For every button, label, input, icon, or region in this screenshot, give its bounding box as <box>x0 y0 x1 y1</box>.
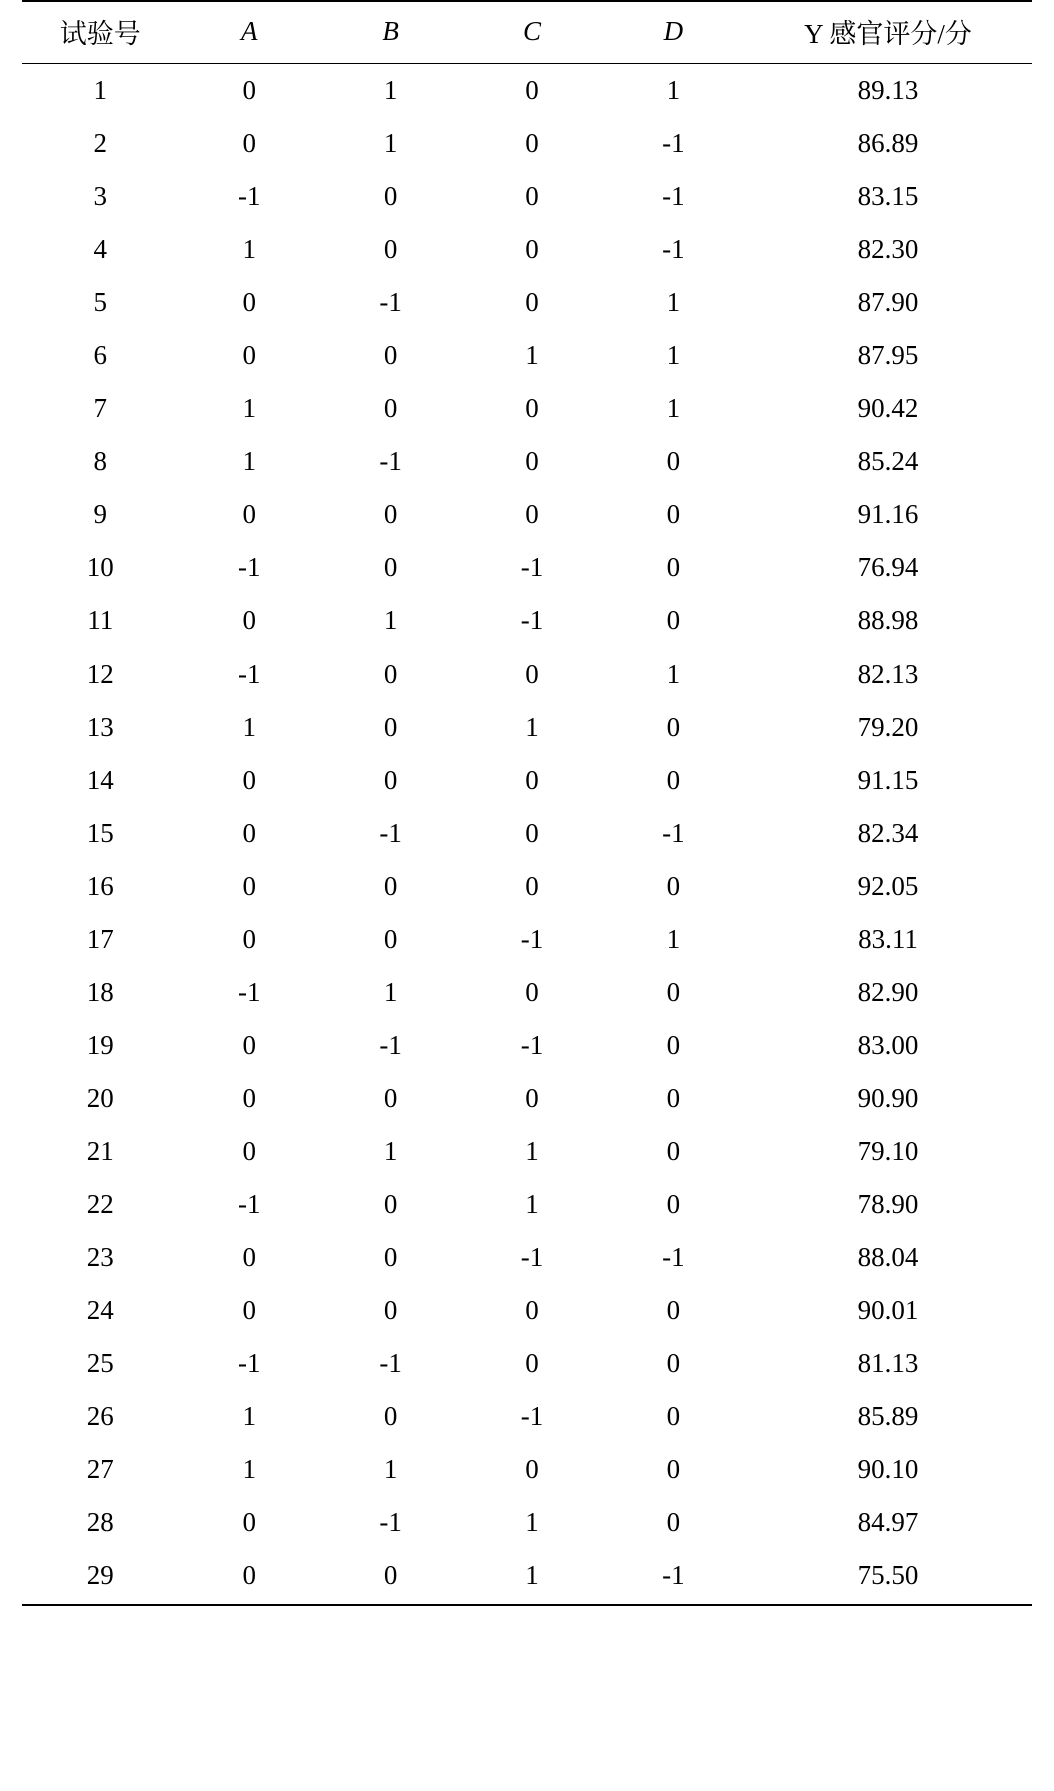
cell-factor: -1 <box>237 976 261 1007</box>
cell-factor: 1 <box>383 128 398 159</box>
cell-factor: 0 <box>666 764 681 795</box>
cell-factor: -1 <box>603 1549 744 1605</box>
cell-trial-no: 27 <box>86 1454 114 1485</box>
cell-factor: -1 <box>662 128 685 159</box>
cell-factor: 0 <box>666 446 681 477</box>
column-header-sensory-score-label: Y 感官评分/分 <box>804 19 972 49</box>
cell-factor: 0 <box>525 1454 539 1485</box>
cell-factor: 0 <box>242 1295 256 1326</box>
table-row <box>22 488 1032 541</box>
table-row <box>22 594 1032 647</box>
cell-sensory-score: 90.90 <box>857 1082 919 1113</box>
cell-trial-no: 3 <box>93 181 108 212</box>
cell-factor: 0 <box>242 605 256 636</box>
cell-sensory-score: 86.89 <box>857 128 919 159</box>
cell-factor: -1 <box>662 234 685 265</box>
cell-trial-no: 25 <box>86 1348 114 1379</box>
cell-factor: 0 <box>383 1401 398 1432</box>
cell-trial-no: 1 <box>93 75 108 105</box>
cell-factor: 0 <box>666 1454 681 1485</box>
cell-factor: 0 <box>383 552 398 583</box>
cell-factor: -1 <box>379 1348 402 1379</box>
cell-factor: 0 <box>179 1549 320 1605</box>
cell-factor: 0 <box>383 870 398 901</box>
cell-trial-no: 10 <box>86 552 114 583</box>
column-header-sensory-score <box>744 1 1032 64</box>
cell-factor: 0 <box>525 764 539 795</box>
cell-factor: -1 <box>520 605 544 636</box>
cell-factor: 0 <box>525 393 539 424</box>
cell-factor: -1 <box>520 1242 544 1273</box>
cell-factor: 0 <box>242 764 256 795</box>
cell-factor: 0 <box>383 499 398 530</box>
cell-factor: 0 <box>525 658 539 689</box>
cell-factor: -1 <box>379 1029 402 1060</box>
cell-trial-no: 12 <box>86 658 114 689</box>
cell-sensory-score: 89.13 <box>857 75 919 105</box>
cell-trial-no: 26 <box>86 1401 114 1432</box>
cell-trial-no: 16 <box>86 870 114 901</box>
cell-factor: 0 <box>525 870 539 901</box>
table-row <box>22 541 1032 594</box>
cell-factor: 1 <box>242 446 256 477</box>
cell-trial-no: 14 <box>86 764 114 795</box>
cell-sensory-score: 90.42 <box>857 393 919 424</box>
table-row <box>22 329 1032 382</box>
cell-factor: 0 <box>383 658 398 689</box>
table-row <box>22 223 1032 276</box>
cell-factor: -1 <box>237 181 261 212</box>
cell-trial-no: 20 <box>86 1082 114 1113</box>
cell-factor: 0 <box>242 1135 256 1166</box>
cell-sensory-score: 90.01 <box>857 1295 919 1326</box>
cell-factor: 0 <box>383 393 398 424</box>
cell-factor: -1 <box>662 1242 685 1273</box>
cell-trial-no: 4 <box>93 234 108 265</box>
cell-factor: -1 <box>520 923 544 954</box>
table-row <box>22 1284 1032 1337</box>
cell-factor: 1 <box>383 605 398 636</box>
cell-factor: 1 <box>666 658 681 689</box>
table-row <box>22 1549 1032 1605</box>
cell-sensory-score: 88.98 <box>857 605 919 636</box>
cell-factor: 0 <box>383 1295 398 1326</box>
cell-factor: -1 <box>379 817 402 848</box>
table-row <box>22 1496 1032 1549</box>
cell-sensory-score: 79.20 <box>857 711 919 742</box>
column-header-b <box>320 1 461 64</box>
column-header-c <box>461 1 602 64</box>
cell-sensory-score: 91.15 <box>857 764 919 795</box>
cell-sensory-score: 79.10 <box>857 1135 919 1166</box>
cell-trial-no: 21 <box>86 1135 114 1166</box>
cell-factor: 0 <box>242 1507 256 1538</box>
cell-trial-no: 9 <box>93 499 108 530</box>
cell-sensory-score: 75.50 <box>744 1549 1032 1605</box>
table-row <box>22 860 1032 913</box>
cell-trial-no: 15 <box>86 817 114 848</box>
cell-factor: -1 <box>379 446 402 477</box>
cell-factor: 1 <box>242 711 256 742</box>
cell-trial-no: 19 <box>86 1029 114 1060</box>
cell-factor: 1 <box>525 340 539 371</box>
experiment-results-table <box>22 0 1032 1606</box>
cell-factor: 0 <box>666 605 681 636</box>
cell-sensory-score: 85.24 <box>857 446 919 477</box>
cell-factor: 0 <box>383 711 398 742</box>
table-row <box>22 966 1032 1019</box>
cell-sensory-score: 83.00 <box>857 1029 919 1060</box>
cell-factor: 0 <box>242 340 256 371</box>
table-body <box>22 64 1032 1606</box>
cell-factor: 1 <box>242 393 256 424</box>
table-row <box>22 64 1032 118</box>
cell-sensory-score: 81.13 <box>857 1348 919 1379</box>
cell-factor: 0 <box>242 128 256 159</box>
cell-trial-no: 17 <box>86 923 114 954</box>
cell-factor: 0 <box>383 181 398 212</box>
table-row <box>22 1390 1032 1443</box>
table-row <box>22 701 1032 754</box>
cell-factor: 0 <box>242 287 256 318</box>
cell-sensory-score: 85.89 <box>857 1401 919 1432</box>
cell-factor: 1 <box>666 287 681 318</box>
cell-trial-no: 23 <box>86 1242 114 1273</box>
cell-sensory-score: 91.16 <box>857 499 919 530</box>
cell-factor: 0 <box>525 446 539 477</box>
cell-factor: 1 <box>666 393 681 424</box>
cell-factor: 0 <box>666 499 681 530</box>
table-row <box>22 435 1032 488</box>
column-header-c-label: C <box>523 16 542 46</box>
table-row <box>22 1072 1032 1125</box>
cell-sensory-score: 82.90 <box>857 976 919 1007</box>
cell-factor: -1 <box>520 1401 544 1432</box>
cell-factor: 0 <box>383 234 398 265</box>
cell-factor: 1 <box>666 923 681 954</box>
cell-factor: 0 <box>525 75 539 105</box>
cell-factor: 1 <box>525 711 539 742</box>
cell-trial-no: 5 <box>93 287 108 318</box>
cell-factor: 1 <box>525 1135 539 1166</box>
cell-factor: 0 <box>525 287 539 318</box>
cell-trial-no: 7 <box>93 393 108 424</box>
cell-factor: 0 <box>666 552 681 583</box>
cell-trial-no: 22 <box>86 1188 114 1219</box>
cell-factor: -1 <box>662 817 685 848</box>
cell-sensory-score: 83.15 <box>857 181 919 212</box>
cell-factor: 1 <box>525 1188 539 1219</box>
cell-factor: -1 <box>237 1348 261 1379</box>
cell-trial-no: 11 <box>87 605 114 636</box>
cell-factor: 0 <box>242 870 256 901</box>
cell-factor: 0 <box>666 711 681 742</box>
table-row <box>22 913 1032 966</box>
cell-factor: 0 <box>666 1135 681 1166</box>
cell-factor: 0 <box>666 1348 681 1379</box>
cell-trial-no: 8 <box>93 446 108 477</box>
table-row <box>22 1231 1032 1284</box>
cell-factor: -1 <box>520 552 544 583</box>
cell-factor: 1 <box>242 234 256 265</box>
cell-factor: 0 <box>242 75 256 105</box>
cell-factor: 0 <box>383 1242 398 1273</box>
cell-factor: 0 <box>242 1242 256 1273</box>
cell-factor: 0 <box>242 1029 256 1060</box>
cell-factor: -1 <box>237 1188 261 1219</box>
cell-factor: 0 <box>525 1348 539 1379</box>
cell-factor: 0 <box>383 764 398 795</box>
cell-factor: 1 <box>666 340 681 371</box>
cell-factor: 0 <box>525 499 539 530</box>
cell-factor: 0 <box>383 923 398 954</box>
table-row <box>22 170 1032 223</box>
cell-factor: 0 <box>242 923 256 954</box>
column-header-b-label: B <box>382 16 399 46</box>
table-row <box>22 754 1032 807</box>
cell-trial-no: 18 <box>86 976 114 1007</box>
cell-sensory-score: 87.95 <box>857 340 919 371</box>
cell-factor: 0 <box>666 1082 681 1113</box>
cell-factor: 0 <box>242 817 256 848</box>
cell-factor: 0 <box>242 1082 256 1113</box>
cell-factor: 0 <box>666 976 681 1007</box>
table-row <box>22 1337 1032 1390</box>
cell-factor: 0 <box>383 340 398 371</box>
cell-factor: 0 <box>525 1082 539 1113</box>
cell-factor: 0 <box>383 1082 398 1113</box>
cell-factor: 0 <box>666 1507 681 1538</box>
cell-factor: 0 <box>666 1029 681 1060</box>
cell-factor: -1 <box>237 658 261 689</box>
table-row <box>22 807 1032 860</box>
column-header-a-label: A <box>240 16 258 46</box>
table-row <box>22 276 1032 329</box>
cell-factor: 0 <box>525 976 539 1007</box>
cell-sensory-score: 78.90 <box>857 1188 919 1219</box>
cell-sensory-score: 82.34 <box>857 817 919 848</box>
cell-factor: -1 <box>237 552 261 583</box>
cell-factor: 1 <box>666 75 681 105</box>
cell-factor: 0 <box>525 1295 539 1326</box>
cell-trial-no: 29 <box>22 1549 179 1605</box>
table-row <box>22 1178 1032 1231</box>
cell-factor: 0 <box>242 499 256 530</box>
cell-trial-no: 2 <box>93 128 108 159</box>
cell-factor: 1 <box>242 1454 256 1485</box>
cell-factor: 0 <box>320 1549 461 1605</box>
cell-sensory-score: 88.04 <box>857 1242 919 1273</box>
table-row <box>22 382 1032 435</box>
cell-factor: 0 <box>666 1188 681 1219</box>
table-row <box>22 117 1032 170</box>
cell-trial-no: 6 <box>93 340 108 371</box>
cell-factor: -1 <box>662 181 685 212</box>
table-row <box>22 1019 1032 1072</box>
column-header-d-label: D <box>663 16 684 46</box>
cell-sensory-score: 84.97 <box>857 1507 919 1538</box>
table-header <box>22 1 1032 64</box>
cell-sensory-score: 83.11 <box>858 923 918 954</box>
column-header-trial-no-label: 试验号 <box>59 19 141 49</box>
cell-sensory-score: 90.10 <box>857 1454 919 1485</box>
column-header-a <box>179 1 320 64</box>
table-row <box>22 1125 1032 1178</box>
cell-factor: 0 <box>383 1188 398 1219</box>
cell-trial-no: 28 <box>86 1507 114 1538</box>
cell-factor: 0 <box>666 1401 681 1432</box>
cell-factor: 1 <box>383 1454 398 1485</box>
column-header-d <box>603 1 744 64</box>
cell-factor: 1 <box>383 1135 398 1166</box>
table-row <box>22 1443 1032 1496</box>
cell-sensory-score: 92.05 <box>857 870 919 901</box>
cell-factor: 1 <box>383 976 398 1007</box>
cell-factor: -1 <box>520 1029 544 1060</box>
table-row <box>22 648 1032 701</box>
cell-factor: 0 <box>666 870 681 901</box>
cell-factor: 1 <box>461 1549 602 1605</box>
cell-factor: 0 <box>666 1295 681 1326</box>
column-header-trial-no <box>22 1 179 64</box>
cell-sensory-score: 87.90 <box>857 287 919 318</box>
cell-sensory-score: 82.13 <box>857 658 919 689</box>
cell-sensory-score: 76.94 <box>857 552 919 583</box>
cell-factor: 0 <box>525 234 539 265</box>
cell-factor: 1 <box>383 75 398 105</box>
cell-factor: 0 <box>525 817 539 848</box>
cell-factor: -1 <box>379 287 402 318</box>
cell-trial-no: 24 <box>86 1295 114 1326</box>
cell-factor: 1 <box>525 1507 539 1538</box>
cell-factor: 0 <box>525 128 539 159</box>
table-header-row <box>22 1 1032 64</box>
cell-trial-no: 13 <box>86 711 114 742</box>
cell-factor: -1 <box>379 1507 402 1538</box>
cell-factor: 1 <box>242 1401 256 1432</box>
cell-sensory-score: 82.30 <box>857 234 919 265</box>
cell-factor: 0 <box>525 181 539 212</box>
